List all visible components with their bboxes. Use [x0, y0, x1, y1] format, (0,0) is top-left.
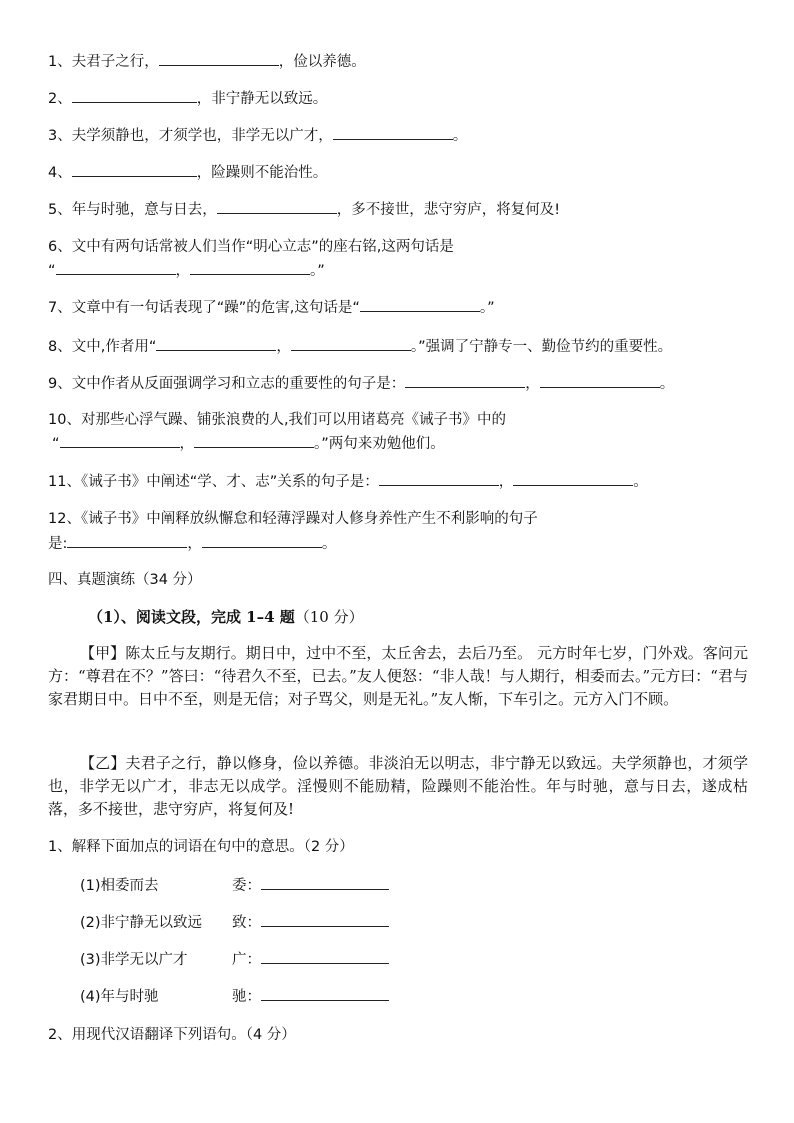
question-6-blanks: “ ， 。” [48, 263, 325, 279]
question-9: 9、文中作者从反面强调学习和立志的重要性的句子是： ， 。 [48, 376, 675, 392]
answer-blank[interactable] [513, 472, 633, 486]
question-3: 3、夫学须静也，才须学也，非学无以广才， 。 [48, 128, 468, 144]
vocab-item: (2)非宁静无以致远 致： [80, 913, 389, 933]
vocab-item: (1)相委而去 委： [80, 876, 389, 896]
answer-blank[interactable] [60, 434, 180, 448]
answer-blank[interactable] [261, 950, 389, 964]
question-4: 4、 ，险躁则不能治性。 [48, 165, 328, 181]
answer-blank[interactable] [159, 52, 279, 66]
vocab-item: (3)非学无以广才 广： [80, 950, 389, 970]
answer-blank[interactable] [67, 534, 187, 548]
question-12: 12、《诫子书》中阐释放纵懈怠和轻薄浮躁对人修身养性产生不利影响的句子 [48, 511, 538, 527]
question-11: 11、《诫子书》中阐述“学、才、志”关系的句子是： ， 。 [48, 474, 648, 490]
answer-blank[interactable] [156, 337, 276, 351]
answer-blank[interactable] [360, 298, 480, 312]
question-8: 8、文中,作者用“ ， 。”强调了宁静专一、勤俭节约的重要性。 [48, 339, 673, 355]
passage-yi: 【乙】夫君子之行，静以修身，俭以养德。非淡泊无以明志，非宁静无以致远。夫学须静也，才须学也，非学无以广才，非志无以成学。淫慢则不能励精，险躁则不能治性。年与时驰，意与日去，遂成枯落，多不接世，悲守穷庐，将复何及! [48, 754, 748, 818]
question-6: 6、文中有两句话常被人们当作“明心立志”的座右铭,这两句话是 [48, 239, 454, 255]
answer-blank[interactable] [56, 261, 176, 275]
answer-blank[interactable] [190, 261, 310, 275]
question-10-blanks: “ ， 。”两句来劝勉他们。 [52, 436, 445, 452]
question-10: 10、对那些心浮气躁、铺张浪费的人,我们可以用诸葛亮《诫子书》中的 [48, 412, 507, 428]
answer-blank[interactable] [333, 126, 453, 140]
part-heading: （1）、阅读文段，完成 1–4 题（10 分） [88, 608, 364, 626]
answer-blank[interactable] [194, 434, 314, 448]
question-5: 5、年与时驰，意与日去， ，多不接世，悲守穷庐，将复何及! [48, 202, 561, 218]
explain-question-title: 1、解释下面加点的词语在句中的意思。（2 分） [48, 839, 354, 855]
answer-blank[interactable] [291, 337, 411, 351]
section-heading: 四、真题演练（34 分） [48, 572, 202, 588]
answer-blank[interactable] [202, 534, 322, 548]
answer-blank[interactable] [261, 876, 389, 890]
question-1: 1、夫君子之行， ，俭以养德。 [48, 54, 366, 70]
answer-blank[interactable] [379, 472, 499, 486]
vocab-item: (4)年与时驰 驰： [80, 987, 389, 1007]
answer-blank[interactable] [261, 987, 389, 1001]
answer-blank[interactable] [217, 200, 337, 214]
answer-blank[interactable] [72, 89, 197, 103]
answer-blank[interactable] [405, 374, 525, 388]
passage-jia: 【甲】陈太丘与友期行。期日中，过中不至，太丘舍去，去后乃至。 元方时年七岁，门外戏。客问元方：“尊君在不？”答曰：“待君久不至，已去。”友人便怒：“非人哉！与人期行，相委而去。”元方曰：“君与家君期日中。日中不至，则是无信；对子骂父，则是无礼。”友人惭，下车引之。元方入门不顾。 [48, 644, 748, 708]
answer-blank[interactable] [261, 913, 389, 927]
translate-question-title: 2、用现代汉语翻译下列语句。（4 分） [48, 1027, 296, 1043]
question-7: 7、文章中有一句话表现了“躁”的危害,这句话是“ 。” [48, 300, 495, 316]
question-12-blanks: 是: ， 。 [48, 536, 337, 552]
question-2: 2、 ，非宁静无以致远。 [48, 91, 328, 107]
answer-blank[interactable] [72, 163, 197, 177]
answer-blank[interactable] [540, 374, 660, 388]
